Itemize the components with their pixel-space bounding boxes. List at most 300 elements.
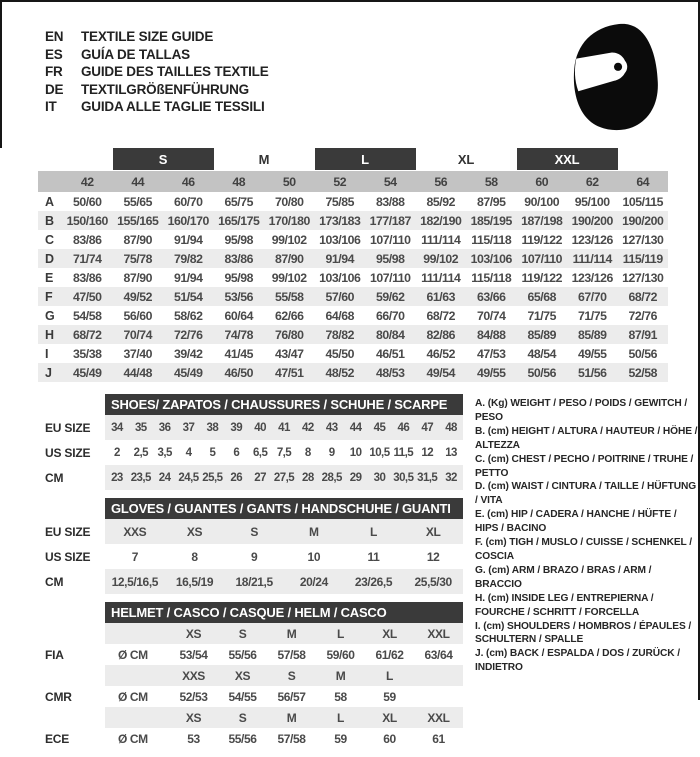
size-group-m: M [258, 151, 270, 167]
helmet-size-header: M [286, 626, 297, 641]
gloves-rows [45, 519, 463, 594]
measure-cell: 75/85 [325, 194, 355, 209]
shoes-cell: 28,5 [321, 471, 342, 484]
gloves-header-row [45, 498, 463, 519]
helmet-standard-row [45, 728, 463, 749]
language-label: TEXTILGRÖßENFÜHRUNG [81, 81, 249, 97]
shoes-cell: 46 [397, 421, 410, 434]
size-column-header: 52 [333, 174, 347, 189]
helmet-header-row [45, 602, 463, 623]
gloves-row-label: US SIZE [45, 549, 91, 564]
shoes-title: SHOES/ ZAPATOS / CHAUSSURES / SCHUHE / SCARPE [105, 394, 463, 415]
helmet-size-row [45, 707, 463, 728]
language-code: EN [45, 29, 64, 44]
shoes-cell: 29 [349, 471, 362, 484]
shoes-cell: 8 [304, 446, 311, 459]
helmet-size-header: XXL [427, 626, 450, 641]
measure-cell: 49/55 [577, 346, 607, 361]
shoes-row [45, 465, 463, 490]
shoes-cell: 34 [111, 421, 123, 434]
measure-cell: 95/98 [224, 270, 254, 285]
measure-cell: 91/94 [173, 270, 203, 285]
measure-cell: 90/100 [524, 194, 560, 209]
measure-cell: 83/86 [72, 232, 102, 247]
measure-cell: 45/49 [72, 365, 102, 380]
shoes-cell: 30,5 [393, 471, 414, 484]
measure-cell: 43/47 [274, 346, 304, 361]
legend [475, 394, 698, 757]
shoes-cell: 28 [302, 471, 314, 484]
helmet-standard-row [45, 686, 463, 707]
shoes-cell: 48 [445, 421, 457, 434]
shoes-row-label: US SIZE [45, 445, 91, 460]
bottom-tables [45, 394, 463, 757]
measure-cell: 47/51 [274, 365, 304, 380]
measure-cell: 99/102 [271, 270, 307, 285]
measure-cell: 173/183 [319, 213, 361, 228]
measure-cell: 84/88 [476, 327, 506, 342]
size-column-header: 48 [232, 174, 246, 189]
measure-cell: 87/95 [476, 194, 506, 209]
measure-cell: 150/160 [66, 213, 108, 228]
shoes-cell: 12 [421, 446, 434, 459]
measure-row-label: F [45, 289, 53, 304]
measure-cell: 75/78 [123, 251, 153, 266]
gloves-cell: 20/24 [299, 574, 328, 589]
measure-row-d [38, 249, 668, 268]
measure-cell: 87/90 [274, 251, 304, 266]
shoes-cell: 40 [254, 421, 266, 434]
measure-cell: 111/114 [572, 251, 612, 266]
measure-cell: 111/114 [421, 232, 461, 247]
shoes-cell: 23,5 [130, 471, 151, 484]
helmet-cell: 60 [383, 731, 396, 746]
measure-cell: 95/98 [224, 232, 254, 247]
measure-row-f [38, 287, 668, 306]
shoes-cell: 27 [254, 471, 266, 484]
size-column-header: 50 [282, 174, 296, 189]
measure-cell: 79/82 [173, 251, 203, 266]
shoes-section [45, 394, 463, 490]
measure-row-c [38, 230, 668, 249]
helmet-size-cells [105, 707, 463, 728]
helmet-cell: 54/55 [228, 689, 257, 704]
gloves-cell: 16,5/19 [175, 574, 214, 589]
measure-row-label: G [45, 308, 55, 323]
shoes-rows [45, 415, 463, 490]
measure-cell: 70/74 [123, 327, 153, 342]
shoes-cell: 31,5 [417, 471, 438, 484]
shoes-row [45, 440, 463, 465]
helmet-size-header: S [238, 626, 247, 641]
shoes-cell: 47 [421, 421, 434, 434]
gloves-cell: 9 [251, 549, 258, 564]
helmet-cell: 52/53 [179, 689, 208, 704]
shoes-cell: 30 [373, 471, 386, 484]
measure-cell: 95/100 [574, 194, 610, 209]
size-group-xxl: XXL [517, 148, 618, 170]
measure-cell: 187/198 [521, 213, 563, 228]
measure-cell: 82/86 [426, 327, 456, 342]
size-group-row [38, 148, 668, 170]
shoes-cell: 38 [206, 421, 219, 434]
gloves-row-label: CM [45, 574, 64, 589]
measure-cell: 48/52 [325, 365, 355, 380]
gloves-cell: XS [186, 524, 203, 539]
measure-cell: 83/86 [72, 270, 102, 285]
helmet-cell: 56/57 [277, 689, 306, 704]
measure-cell: 115/118 [471, 270, 512, 285]
gloves-cell: 8 [191, 549, 198, 564]
size-column-header: 64 [636, 174, 650, 189]
measure-cell: 50/56 [527, 365, 557, 380]
measure-cell: 62/66 [274, 308, 304, 323]
measure-cell: 182/190 [420, 213, 462, 228]
measure-cell: 68/72 [72, 327, 102, 342]
legend-item: C. (cm) CHEST / PECHO / POITRINE / TRUHE / PETTO [475, 453, 694, 479]
size-column-header: 54 [383, 174, 397, 189]
shoes-cell: 44 [349, 421, 362, 434]
measure-cell: 91/94 [173, 232, 203, 247]
size-columns-row [38, 171, 668, 192]
shoes-cell: 10 [349, 446, 362, 459]
shoes-row-label: CM [45, 470, 64, 485]
language-label: GUÍA DE TALLAS [81, 46, 190, 62]
language-code: IT [45, 99, 57, 114]
measure-cell: 56/60 [123, 308, 153, 323]
gloves-cell: XL [425, 524, 441, 539]
measure-cell: 50/60 [72, 194, 102, 209]
helmet-unit-label: Ø CM [118, 689, 148, 704]
measure-cell: 87/90 [123, 232, 153, 247]
language-label: GUIDE DES TAILLES TEXTILE [81, 64, 269, 79]
measure-cell: 65/68 [527, 289, 557, 304]
measure-cell: 63/66 [476, 289, 506, 304]
shoes-cell: 24,5 [178, 471, 199, 484]
helmet-cell: 55/56 [228, 731, 257, 746]
measure-cell: 155/165 [117, 213, 159, 228]
measure-cell: 59/62 [375, 289, 405, 304]
helmet-size-header: L [337, 626, 344, 641]
shoes-cell: 35 [134, 421, 147, 434]
helmet-title: HELMET / CASCO / CASQUE / HELM / CASCO [105, 602, 463, 623]
size-column-header: 46 [181, 174, 195, 189]
measure-row-label: H [45, 327, 55, 342]
measure-cell: 58/62 [173, 308, 203, 323]
measure-row-a [38, 192, 668, 211]
shoes-cell: 45 [373, 421, 386, 434]
helmet-size-header: XXS [182, 668, 205, 683]
gloves-cell: 11 [367, 549, 380, 564]
legend-item: E. (cm) HIP / CADERA / HANCHE / HÜFTE / HIPS / BACINO [475, 509, 677, 535]
measure-cell: 50/56 [628, 346, 658, 361]
measure-cell: 41/45 [224, 346, 254, 361]
shoes-cell: 10,5 [369, 446, 390, 459]
helmet-value-cells [105, 644, 463, 665]
measure-cell: 99/102 [423, 251, 459, 266]
measure-cell: 60/70 [173, 194, 203, 209]
measure-cell: 49/54 [426, 365, 456, 380]
legend-item: I. (cm) SHOULDERS / HOMBROS / ÉPAULES / SCHULTERN / SPALLE [475, 620, 692, 646]
gloves-cell: L [370, 524, 377, 539]
helmet-unit-label: Ø CM [118, 731, 148, 746]
textile-size-table [38, 148, 668, 382]
measure-cell: 190/200 [571, 213, 613, 228]
measure-row-g [38, 306, 668, 325]
measure-cell: 119/122 [521, 232, 563, 247]
gloves-cell: 12 [426, 549, 440, 564]
helmet-cell: 57/58 [277, 647, 306, 662]
shoes-cell: 2 [114, 446, 120, 459]
gloves-cell: M [309, 524, 319, 539]
helmet-size-header: XS [185, 626, 202, 641]
measure-row-label: D [45, 251, 55, 266]
measure-cell: 55/58 [274, 289, 304, 304]
shoes-cell: 3,5 [157, 446, 172, 459]
measure-row-label: J [45, 365, 52, 380]
size-group-s: S [113, 148, 214, 170]
measure-cell: 51/56 [577, 365, 607, 380]
helmet-value-cells [105, 728, 463, 749]
shoes-cell: 32 [445, 471, 457, 484]
shoes-cell: 6 [233, 446, 240, 459]
language-code: FR [45, 64, 63, 79]
measure-cell: 111/114 [421, 270, 461, 285]
shoes-cell: 23 [111, 471, 123, 484]
legend-item: H. (cm) INSIDE LEG / ENTREPIERNA / FOURCHE / SCHRITT / FORCELLA [475, 592, 654, 618]
measure-row-label: B [45, 213, 55, 228]
helmet-size-cells [105, 623, 463, 644]
measure-cell: 72/76 [628, 308, 658, 323]
shoes-header-row [45, 394, 463, 415]
language-label: TEXTILE SIZE GUIDE [81, 29, 214, 44]
measure-cell: 115/118 [471, 232, 512, 247]
measure-cell: 85/92 [426, 194, 456, 209]
measure-cell: 127/130 [622, 270, 664, 285]
helmet-size-header: XL [382, 710, 397, 725]
legend-item: F. (cm) TIGH / MUSLO / CUISSE / SCHENKEL / COSCIA [475, 537, 692, 562]
helmet-size-header: M [286, 710, 297, 725]
measure-cell: 91/94 [325, 251, 355, 266]
shoes-cell: 4 [185, 446, 192, 459]
measure-cell: 83/86 [224, 251, 254, 266]
helmet-cell: 59/60 [326, 647, 355, 662]
gloves-title: GLOVES / GUANTES / GANTS / HANDSCHUHE / GUANTI [105, 498, 463, 519]
measure-row-label: A [45, 194, 55, 209]
measure-cell: 76/80 [274, 327, 304, 342]
helmet-cell: 61 [432, 731, 445, 746]
helmet-cell: 55/56 [228, 647, 257, 662]
size-column-header: 44 [131, 174, 145, 189]
size-column-header: 58 [484, 174, 498, 189]
measure-row-e [38, 268, 668, 287]
language-code: ES [45, 46, 63, 62]
shoes-cell: 24 [158, 471, 171, 484]
measure-cell: 107/110 [369, 232, 411, 247]
legend-item: A. (Kg) WEIGHT / PESO / POIDS / GEWITCH / PESO [475, 398, 688, 423]
helmet-size-header: S [287, 668, 296, 683]
measure-cell: 61/63 [426, 289, 456, 304]
shoes-cell: 6,5 [252, 446, 268, 459]
header [0, 0, 700, 140]
measure-cell: 71/75 [577, 308, 607, 323]
measure-cell: 45/50 [325, 346, 355, 361]
gloves-cells [105, 544, 463, 569]
helmet-size-header: XXL [427, 710, 450, 725]
measure-cell: 83/88 [375, 194, 405, 209]
measure-cell: 119/122 [521, 270, 563, 285]
measure-cell: 64/68 [325, 308, 355, 323]
gloves-cell: 23/26,5 [354, 574, 393, 589]
measure-cell: 35/38 [72, 346, 102, 361]
shoes-row [45, 415, 463, 440]
gloves-cell: 18/21,5 [235, 574, 273, 589]
measure-row-b [38, 211, 668, 230]
measure-cell: 71/75 [527, 308, 557, 323]
size-column-header: 62 [585, 174, 599, 189]
helmet-size-header: M [335, 668, 346, 683]
helmet-rows [45, 623, 463, 749]
gloves-cell: 25,5/30 [414, 574, 452, 589]
shoes-cells [105, 415, 463, 440]
measure-cell: 115/119 [622, 251, 663, 266]
measure-cell: 70/80 [274, 194, 304, 209]
measure-cell: 46/50 [224, 365, 254, 380]
helmet-section [45, 602, 463, 749]
measure-cell: 55/65 [123, 194, 153, 209]
legend-item: D. (cm) WAIST / CINTURA / TAILLE / HÜFTUNG / VITA [475, 481, 697, 507]
measure-cell: 87/90 [123, 270, 153, 285]
measure-cell: 165/175 [218, 213, 260, 228]
measure-cell: 68/72 [426, 308, 456, 323]
gloves-cell: S [250, 524, 258, 539]
measure-cell: 103/106 [319, 270, 361, 285]
measure-cell: 60/64 [224, 308, 254, 323]
helmet-value-cells [105, 686, 463, 707]
measure-cell: 70/74 [476, 308, 506, 323]
shoes-cells [105, 440, 463, 465]
shoes-cell: 36 [158, 421, 171, 434]
measure-cell: 53/56 [224, 289, 254, 304]
measure-cell: 47/50 [72, 289, 102, 304]
measure-cell: 185/195 [470, 213, 512, 228]
helmet-standard-label: FIA [45, 647, 64, 662]
shoes-cell: 42 [302, 421, 314, 434]
measure-cell: 51/54 [173, 289, 203, 304]
shoes-cell: 11,5 [393, 446, 414, 459]
measure-cell: 85/89 [577, 327, 607, 342]
helmet-cell: 53 [187, 731, 200, 746]
gloves-cell: 7 [131, 549, 138, 564]
legend-item: J. (cm) BACK / ESPALDA / DOS / ZURÜCK / INDIETRO [475, 648, 680, 674]
measure-cell: 99/102 [271, 232, 307, 247]
helmet-size-header: XL [382, 626, 397, 641]
helmet-cell: 57/58 [277, 731, 306, 746]
gloves-cells [105, 519, 463, 544]
helmet-size-header: L [337, 710, 344, 725]
measure-cell: 39/42 [173, 346, 203, 361]
helmet-size-row [45, 623, 463, 644]
measure-cell: 123/126 [571, 270, 613, 285]
helmet-size-header: L [386, 668, 393, 683]
gloves-row [45, 519, 463, 544]
shoes-cell: 25,5 [202, 471, 223, 484]
helmet-size-header: S [238, 710, 247, 725]
bottom-area [45, 394, 700, 757]
gloves-cells [105, 569, 463, 594]
shoes-cell: 9 [328, 446, 335, 459]
measure-cell: 160/170 [167, 213, 209, 228]
helmet-icon [570, 23, 660, 131]
helmet-size-header: XS [234, 668, 251, 683]
language-label: GUIDA ALLE TAGLIE TESSILI [81, 99, 265, 114]
shoes-row-label: EU SIZE [45, 420, 91, 435]
shoes-cell: 27,5 [273, 471, 295, 484]
gloves-row-label: EU SIZE [45, 524, 91, 539]
measure-cell: 123/126 [571, 232, 613, 247]
legend-item: B. (cm) HEIGHT / ALTURA / HAUTEUR / HÖHE / ALTEZZA [475, 425, 698, 451]
measure-cell: 103/106 [319, 232, 361, 247]
measure-cell: 48/53 [375, 365, 405, 380]
helmet-standard-label: ECE [45, 731, 70, 746]
legend-item: G. (cm) ARM / BRAZO / BRAS / ARM / BRACCIO [475, 564, 652, 590]
measure-cell: 190/200 [622, 213, 664, 228]
measure-cell: 80/84 [375, 327, 405, 342]
measure-cell: 37/40 [123, 346, 153, 361]
size-group-l: L [315, 148, 416, 170]
measure-cell: 67/70 [577, 289, 607, 304]
helmet-cell: 59 [334, 731, 347, 746]
shoes-cell: 7,5 [276, 446, 292, 459]
measure-cell: 66/70 [375, 308, 405, 323]
measure-cell: 49/55 [476, 365, 506, 380]
gloves-cell: 10 [307, 549, 321, 564]
shoes-cells [105, 465, 463, 490]
shoes-cell: 37 [182, 421, 195, 434]
measure-cell: 103/106 [470, 251, 512, 266]
language-code: DE [45, 81, 64, 97]
gloves-row [45, 544, 463, 569]
measure-cell: 107/110 [521, 251, 563, 266]
measure-cell: 107/110 [369, 270, 411, 285]
measure-cell: 95/98 [375, 251, 405, 266]
gloves-section [45, 498, 463, 594]
measure-cell: 68/72 [628, 289, 658, 304]
shoes-cell: 43 [325, 421, 338, 434]
measure-cell: 177/187 [369, 213, 411, 228]
helmet-cell: 58 [334, 689, 347, 704]
measure-cell: 105/115 [622, 194, 664, 209]
measure-cell: 49/52 [123, 289, 153, 304]
measure-row-label: I [45, 346, 49, 361]
measure-cell: 54/58 [72, 308, 102, 323]
measure-cell: 52/58 [628, 365, 658, 380]
measure-cell: 72/76 [173, 327, 203, 342]
measure-cell: 46/52 [426, 346, 456, 361]
helmet-cell: 53/54 [179, 647, 208, 662]
measure-cell: 65/75 [224, 194, 254, 209]
measure-row-label: E [45, 270, 54, 285]
gloves-cell: 12,5/16,5 [111, 574, 159, 589]
helmet-cell: 61/62 [375, 647, 404, 662]
measure-cell: 48/54 [527, 346, 557, 361]
measure-cell: 78/82 [325, 327, 355, 342]
helmet-cell: 63/64 [424, 647, 453, 662]
measure-cell: 71/74 [72, 251, 102, 266]
helmet-size-cells [105, 665, 463, 686]
shoes-cell: 26 [230, 471, 243, 484]
measure-cell: 44/48 [123, 365, 153, 380]
